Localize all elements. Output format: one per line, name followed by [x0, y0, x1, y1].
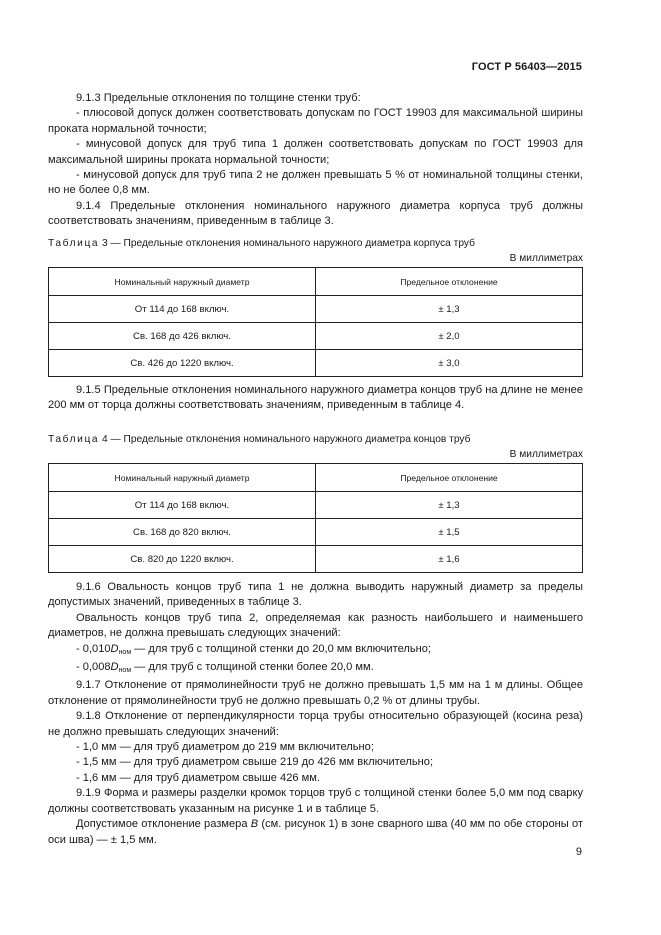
table-units: В миллиметрах — [509, 253, 583, 265]
table-header-row — [49, 464, 583, 492]
paragraph: - минусовой допуск для труб типа 1 должен соответствовать допускам по ГОСТ 19903 для максимальной ширины проката нормальной точности; — [48, 138, 583, 166]
table-cell: ± 2,0 — [316, 323, 583, 350]
table-units: В миллиметрах — [509, 449, 583, 461]
table-cell: ± 1,3 — [316, 296, 583, 323]
paragraph: 9.1.4 Предельные отклонения номинального наружного диаметра корпуса труб должны соответствовать значениям, приведенным в таблице 3. — [48, 199, 583, 228]
table-cell: ± 1,6 — [316, 546, 583, 573]
formula-text: — для труб с толщиной стенки более 20,0 мм. — [131, 661, 374, 674]
table-row — [49, 519, 583, 546]
text-span: (см. рисунок 1) в зоне сварного шва (40 мм по обе стороны от оси шва) — ± 1,5 мм. — [48, 818, 583, 846]
formula-coefficient: - 0,008 — [76, 661, 111, 674]
paragraph: 9.1.7 Отклонение от прямолинейности труб не должно превышать 1,5 мм на 1 м длины. Общее отклонение от прямолинейности труб не должно превышать 0,2 % от длины трубы. — [48, 679, 583, 707]
diameter-subscript: ном — [118, 667, 132, 675]
caption-word: Таблица — [48, 238, 100, 249]
table-row — [49, 296, 583, 323]
diameter-subscript: ном — [118, 648, 132, 656]
table-cell: ± 1,3 — [316, 492, 583, 519]
column-header: Предельное отклонение — [316, 464, 583, 492]
paragraph: 9.1.6 Овальность концов труб типа 1 не должна выводить наружный диаметр за пределы допустимых значений, приведенных в таблице 3. — [48, 581, 583, 609]
table-cell: От 114 до 168 включ. — [49, 492, 316, 519]
list-item: - 1,5 мм — для труб диаметром свыше 219 до 426 мм включительно; — [76, 756, 434, 769]
table-row — [49, 546, 583, 573]
column-header: Предельное отклонение — [316, 268, 583, 296]
diameter-symbol: D — [110, 642, 119, 655]
table-3 — [48, 267, 583, 377]
table-cell: Св. 820 до 1220 включ. — [49, 546, 316, 573]
section-9-1-3 — [48, 91, 583, 230]
page-number: 9 — [575, 846, 582, 858]
paragraph — [48, 817, 583, 848]
table-4-caption-block — [48, 432, 583, 463]
table-row — [49, 492, 583, 519]
formula-coefficient: - 0,010 — [76, 642, 111, 655]
formula-line — [48, 642, 583, 660]
caption-text: 4 — Предельные отклонения номинального наружного диаметра концов труб — [102, 434, 471, 445]
text-span: Допустимое отклонение размера — [76, 818, 251, 831]
formula-line — [48, 660, 583, 678]
table-cell: ± 1,5 — [316, 519, 583, 546]
diameter-symbol: D — [110, 661, 119, 674]
caption-word: Таблица — [48, 434, 100, 445]
table-cell: Св. 426 до 1220 включ. — [49, 350, 316, 377]
table-cell: ± 3,0 — [316, 350, 583, 377]
caption-text: 3 — Предельные отклонения номинального наружного диаметра корпуса труб — [102, 238, 475, 249]
formula-text: — для труб с толщиной стенки до 20,0 мм включительно; — [131, 642, 432, 655]
column-header: Номинальный наружный диаметр — [49, 268, 316, 296]
paragraph: - плюсовой допуск должен соответствовать допускам по ГОСТ 19903 для максимальной ширины проката нормальной точности; — [48, 107, 583, 135]
paragraph: - минусовой допуск для труб типа 2 не должен превышать 5 % от номинальной толщины стенки, но не более 0,8 мм. — [48, 169, 583, 197]
list-item: - 1,0 мм — для труб диаметром до 219 мм включительно; — [76, 741, 374, 754]
table-cell: Св. 168 до 820 включ. — [49, 519, 316, 546]
paragraph: 9.1.3 Предельные отклонения по толщине стенки труб: — [76, 92, 361, 104]
paragraph: Овальность концов труб типа 2, определяемая как разность наибольшего и наименьшего диаметров, не должна превышать следующих значений: — [48, 611, 583, 640]
paragraph: 9.1.9 Форма и размеры разделки кромок торцов труб с толщиной стенки более 5,0 мм под сварку должны соответствовать указанным на рисунке 1 и в таблице 5. — [48, 787, 583, 815]
table-cell: Св. 168 до 426 включ. — [49, 323, 316, 350]
column-header: Номинальный наружный диаметр — [49, 464, 316, 492]
table-header-row — [49, 268, 583, 296]
section-9-1-6-to-9-1-9 — [48, 580, 583, 848]
paragraph: 9.1.8 Отклонение от перпендикулярности торца трубы относительно образующей (косина реза) не должно превышать следующих значений: — [48, 710, 583, 738]
dimension-symbol: B — [250, 818, 259, 831]
paragraph: 9.1.5 Предельные отклонения номинального наружного диаметра концов труб на длине не менее 200 мм от торца должны соответствовать значениям, приведенным в таблице 4. — [48, 384, 583, 412]
table-row — [49, 323, 583, 350]
table-row — [49, 350, 583, 377]
table-caption — [48, 236, 583, 251]
list-item: - 1,6 мм — для труб диаметром свыше 426 мм. — [76, 771, 320, 784]
table-4 — [48, 463, 583, 573]
document-code: ГОСТ Р 56403—2015 — [471, 61, 582, 73]
section-9-1-5 — [48, 383, 583, 414]
table-caption — [48, 432, 583, 447]
table-3-caption-block — [48, 236, 583, 267]
table-cell: От 114 до 168 включ. — [49, 296, 316, 323]
